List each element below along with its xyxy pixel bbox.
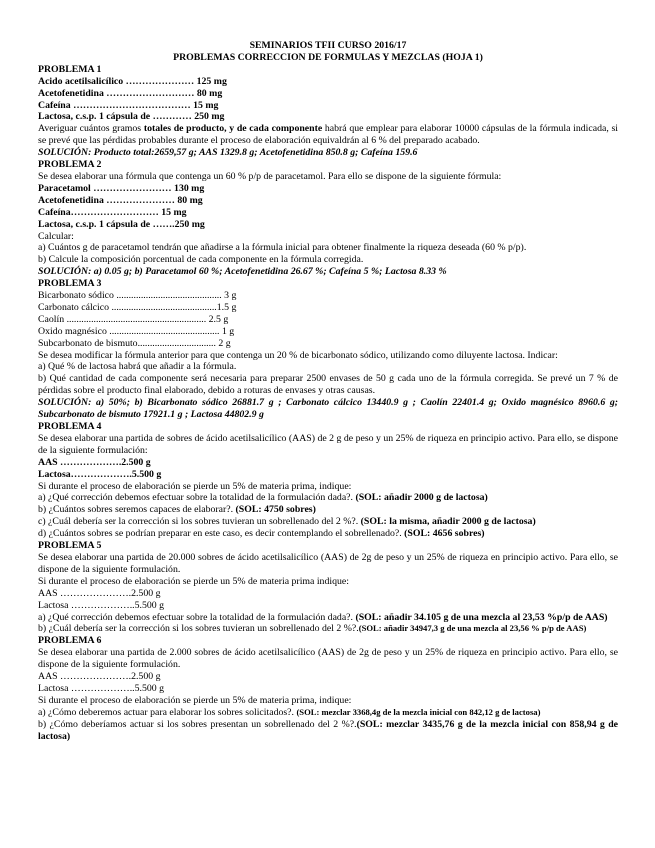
problem-4-loss: Si durante el proceso de elaboración se pierde un 5% de materia prima, indique: [38, 480, 352, 492]
formula-line: AAS ………………….2.500 g [38, 671, 161, 683]
problem-6-intro: Se desea elaborar una partida de 2.000 sobres de ácido acetilsalicílico (AAS) de 2g de peso y un 25% de riqueza en principio activo. Para ello, se dispone de la siguiente formulación. [38, 647, 618, 671]
formula-line: Lactosa……………….5.500 g [38, 468, 162, 480]
formula-line: AAS ……………….2.500 g [38, 456, 151, 468]
problem-2-intro: Se desea elaborar una fórmula que contenga un 60 % p/p de paracetamol. Para ello se dispone de la siguiente fórmula: [38, 170, 502, 182]
formula-line: Caolín ......................................................... 2.5 g [38, 313, 229, 325]
problem-4-question-a: a) ¿Qué corrección debemos efectuar sobre la totalidad de la formulación dada?. (SOL: añadir 2000 g de lactosa) [38, 492, 488, 504]
problem-2-calc: Calcular: [38, 230, 74, 242]
formula-line: Lactosa ………………..5.500 g [38, 599, 164, 611]
problem-6 [38, 635, 618, 742]
formula-line: Lactosa ………………..5.500 g [38, 682, 164, 694]
problem-3-intro: Se desea modificar la fórmula anterior para que contenga un 20 % de bicarbonato sódico, utilizando como diluyente lactosa. Indicar: [38, 349, 558, 361]
problem-4-question-b: b) ¿Cuántos sobres seremos capaces de elaborar?. (SOL: 4750 sobres) [38, 504, 316, 516]
problem-2-question-b: b) Calcule la composición porcentual de cada componente en la fórmula corregida. [38, 254, 364, 266]
problem-1-heading: PROBLEMA 1 [38, 63, 102, 75]
problem-5-loss: Si durante el proceso de elaboración se pierde un 5% de materia prima indique: [38, 575, 349, 587]
problem-3-solution: SOLUCIÓN: a) 50%; b) Bicarbonato sódico 26881.7 g ; Carbonato cálcico 13440.9 g ; Caolín 22401.4 g; Oxido magnésico 8960.6 g; Subcarbonato de bismuto 17921.1 g ; Lactosa 44802.9 g [38, 397, 618, 421]
problem-6-heading: PROBLEMA 6 [38, 635, 102, 647]
problem-4-question-d: d) ¿Cuántos sobres se podrían preparar en este caso, es decir contemplando el sobrellenado?. (SOL: 4656 sobres) [38, 528, 485, 540]
problem-5-intro: Se desea elaborar una partida de 20.000 sobres de ácido acetilsalicílico (AAS) de 2g de peso y un 25% de riqueza en principio activo. Para ello, se dispone de la siguiente formulación. [38, 551, 618, 575]
problem-3 [38, 278, 618, 421]
formula-line: Bicarbonato sódico ........................................... 3 g [38, 290, 237, 302]
problem-2-heading: PROBLEMA 2 [38, 159, 102, 171]
formula-line: Oxido magnésico ............................................. 1 g [38, 325, 235, 337]
problem-6-question-b: b) ¿Cómo deberíamos actuar si los sobres presentan un sobrellenado del 2 %?.(SOL: mezclar 3435,76 g de la mezcla inicial con 858,94 g de lactosa) [38, 718, 619, 742]
problem-6-loss: Si durante el proceso de elaboración se pierde un 5% de materia prima, indique: [38, 694, 352, 706]
problem-3-question-b: b) Qué cantidad de cada componente será necesaria para preparar 2500 envases de 50 g cada uno de la fórmula corregida. Se prevé un 7 % de pérdidas sobre el producto final elaborado, debido a roturas de envases y otras causas. [38, 373, 618, 397]
formula-line: Lactosa, c.s.p. 1 cápsula de ………… 250 mg [38, 111, 225, 123]
problem-5-question-b: b) ¿Cuál debería ser la corrección si los sobres tuvieran un sobrellenado del 2 %?.(SOL: añadir 34947,3 g de una mezcla al 23,56 % p/p de AAS) [38, 623, 587, 635]
problem-1-statement: Averiguar cuántos gramos totales de producto, y de cada componente habrá que emplear para elaborar 10000 cápsulas de la fórmula indicada, si se prevé que las pérdidas probables durante el proceso de elaboración equivaldrán al 6 % del preparado acabado. [38, 123, 618, 147]
formula-line: AAS ………………….2.500 g [38, 587, 161, 599]
document-subtitle: PROBLEMAS CORRECCION DE FORMULAS Y MEZCLAS (HOJA 1) [173, 51, 483, 63]
problem-3-heading: PROBLEMA 3 [38, 278, 102, 290]
problem-4-intro: Se desea elaborar una partida de sobres de ácido acetilsalicílico (AAS) de 2 g de peso y un 25% de riqueza en principio activo. Para ello, se dispone de la siguiente formulación: [38, 432, 618, 456]
problem-5 [38, 540, 618, 635]
formula-line: Cafeína ……………………………… 15 mg [38, 99, 219, 111]
formula-line: Acetofenetidina ………………… 80 mg [38, 194, 203, 206]
problem-5-heading: PROBLEMA 5 [38, 540, 102, 552]
formula-line: Paracetamol …………………… 130 mg [38, 182, 205, 194]
problem-2 [38, 159, 618, 278]
problem-6-question-a: a) ¿Cómo deberemos actuar para elaborar los sobres solicitados?. (SOL: mezclar 3368,4g de la mezcla inicial con 842,12 g de lactosa) [38, 706, 541, 718]
formula-line: Carbonato cálcico ...........................................1.5 g [38, 301, 237, 313]
problem-4 [38, 421, 618, 540]
formula-line: Cafeína……………………… 15 mg [38, 206, 187, 218]
problem-4-heading: PROBLEMA 4 [38, 421, 102, 432]
problem-1-solution: SOLUCIÓN: Producto total:2659,57 g; AAS 1329.8 g; Acetofenetidina 850.8 g; Cafeína 159.6 [38, 147, 418, 159]
problem-4-question-c: c) ¿Cuál debería ser la corrección si los sobres tuvieran un sobrellenado del 2 %?. (SOL: la misma, añadir 2000 g de lactosa) [38, 516, 536, 528]
formula-line: Lactosa, c.s.p. 1 cápsula de …….250 mg [38, 218, 205, 230]
problem-2-question-a: a) Cuántos g de paracetamol tendrán que añadirse a la fórmula inicial para obtener finalmente la riqueza deseada (60 % p/p). [38, 242, 527, 254]
formula-line: Acetofenetidina ……………………… 80 mg [38, 87, 223, 99]
problem-2-solution: SOLUCIÓN: a) 0.05 g; b) Paracetamol 60 %; Acetofenetidina 26.67 %; Cafeína 5 %; Lactosa 8.33 % [38, 266, 447, 278]
formula-line: Subcarbonato de bismuto................................ 2 g [38, 337, 231, 349]
formula-line: Acido acetilsalicílico ………………… 125 mg [38, 75, 227, 87]
problem-5-question-a: a) ¿Qué corrección debemos efectuar sobre la totalidad de la formulación dada?. (SOL: añadir 34.105 g de una mezcla al 23,53 %p/p de AAS) [38, 611, 608, 623]
document-title: SEMINARIOS TFII CURSO 2016/17 [249, 40, 407, 51]
problem-1 [38, 64, 618, 159]
problem-3-question-a: a) Qué % de lactosa habrá que añadir a la fórmula. [38, 361, 237, 373]
